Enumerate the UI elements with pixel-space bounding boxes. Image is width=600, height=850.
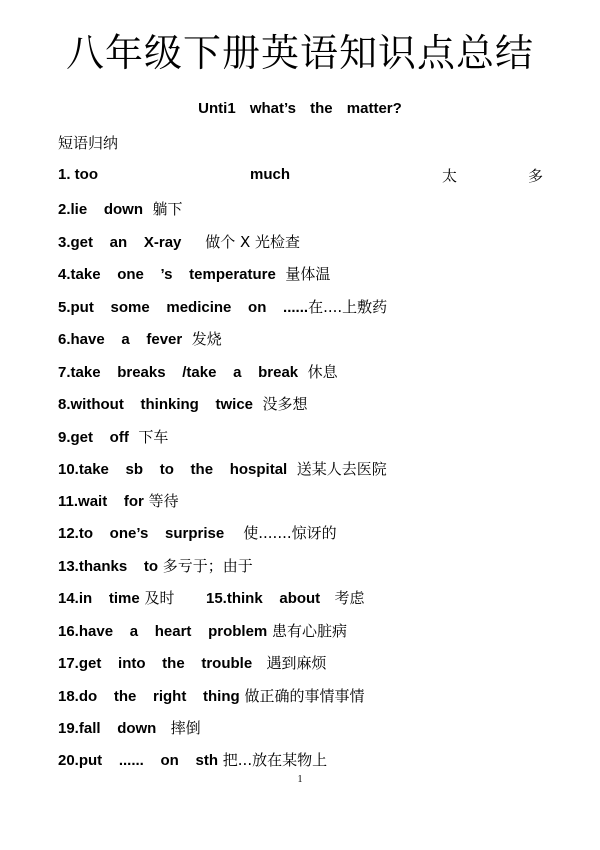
phrase-english: 9.get off <box>58 429 129 446</box>
phrase-row <box>58 231 300 252</box>
phrase-english: 2.lie down <box>58 201 144 218</box>
phrase-english: 13.thanks to <box>58 558 159 575</box>
phrase-chinese: 遇到麻烦 <box>252 654 327 672</box>
phrase-row <box>58 652 327 673</box>
phrase-chinese: 躺下 <box>143 200 183 218</box>
phrase-row <box>58 393 308 414</box>
phrase-chinese: 在....上敷药 <box>308 298 388 316</box>
phrase-row <box>58 749 327 770</box>
phrase-english: 20.put ...... on sth <box>58 752 219 769</box>
phrase-1-much: much <box>250 166 291 183</box>
phrase-chinese: 使.......惊讶的 <box>224 524 337 542</box>
phrase-english: 18.do the right thing <box>58 688 240 705</box>
phrase-english: 10.take sb to the hospital <box>58 461 288 478</box>
phrase-row <box>58 522 337 543</box>
phrase-chinese: 等待 <box>143 492 179 510</box>
phrase-english: 5.put some medicine on ...... <box>58 299 309 316</box>
phrase-chinese: 发烧 <box>182 330 222 348</box>
phrase-row <box>58 263 330 284</box>
phrase-row <box>58 587 174 608</box>
unit-heading: Unti1 what’s the matter? <box>198 100 402 117</box>
phrase-row <box>58 555 253 576</box>
phrase-chinese: 考虑 <box>320 589 365 607</box>
phrase-chinese: 患有心脏病 <box>267 622 348 640</box>
phrase-chinese: 及时 <box>139 589 175 607</box>
phrase-row <box>206 587 365 608</box>
section-label: 短语归纳 <box>58 134 119 152</box>
phrase-1-number: 1. too <box>58 166 98 183</box>
phrase-english: 17.get into the trouble <box>58 655 253 672</box>
phrase-english: 4.take one ’s temperature <box>58 266 276 283</box>
phrase-row <box>58 426 168 447</box>
phrase-row <box>58 458 387 479</box>
phrase-row <box>58 490 179 511</box>
phrase-chinese: 量体温 <box>275 265 331 283</box>
phrase-english: 19.fall down <box>58 720 157 737</box>
phrase-chinese: 做个 X 光检查 <box>181 233 301 251</box>
phrase-1-cn-b: 多 <box>528 167 544 185</box>
phrase-row <box>58 620 347 641</box>
phrase-1-cn-a: 太 <box>442 167 458 185</box>
phrase-row <box>58 685 364 706</box>
phrase-english: 12.to one’s surprise <box>58 525 225 542</box>
phrase-english: 6.have a fever <box>58 331 183 348</box>
phrase-english: 8.without thinking twice <box>58 396 253 413</box>
phrase-row <box>58 328 222 349</box>
phrase-english: 16.have a heart problem <box>58 623 268 640</box>
page-number: 1 <box>297 774 303 785</box>
phrase-english: 14.in time <box>58 590 140 607</box>
phrase-chinese: 送某人去医院 <box>287 460 387 478</box>
phrase-chinese: 休息 <box>298 363 338 381</box>
phrase-chinese: 摔倒 <box>156 719 201 737</box>
phrase-english: 7.take breaks /take a break <box>58 364 299 381</box>
phrase-row <box>58 361 338 382</box>
phrase-chinese: 没多想 <box>253 395 308 413</box>
phrase-chinese: 下车 <box>128 428 169 446</box>
phrase-chinese: 把...放在某物上 <box>218 751 328 769</box>
phrase-row <box>58 717 201 738</box>
phrase-row <box>58 198 183 219</box>
phrase-english: 3.get an X-ray <box>58 234 182 251</box>
phrase-chinese: 做正确的事情事情 <box>239 687 365 705</box>
phrase-chinese: 多亏于；由于 <box>158 557 253 575</box>
phrase-english: 11.wait for <box>58 493 144 510</box>
document-title: 八年级下册英语知识点总结 <box>65 31 534 75</box>
phrase-english: 15.think about <box>206 590 321 607</box>
phrase-row <box>58 296 387 317</box>
